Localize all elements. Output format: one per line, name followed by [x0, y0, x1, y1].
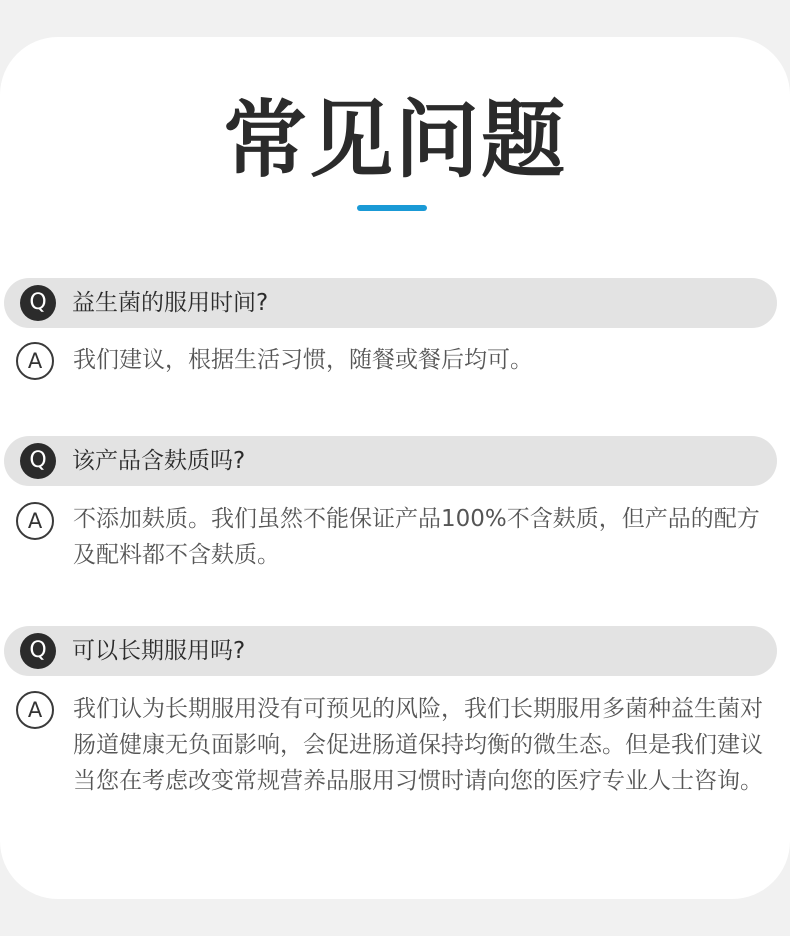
- faq-answer: 我们建议，根据生活习惯，随餐或餐后均可。: [73, 347, 533, 373]
- faq-question-bar: [4, 626, 777, 676]
- faq-question: 该产品含麸质吗?: [72, 448, 246, 474]
- question-icon: Q: [20, 443, 56, 479]
- answer-icon: A: [16, 691, 54, 729]
- faq-question-bar: [4, 436, 777, 486]
- faq-question: 可以长期服用吗?: [72, 638, 246, 664]
- page-title: 常见问题: [222, 91, 567, 189]
- question-icon: Q: [20, 633, 56, 669]
- answer-icon: A: [16, 342, 54, 380]
- answer-icon: A: [16, 502, 54, 540]
- faq-question: 益生菌的服用时间?: [72, 290, 269, 316]
- title-underline: [357, 205, 427, 211]
- faq-answer: 不添加麸质。我们虽然不能保证产品100%不含麸质，但产品的配方及配料都不含麸质。: [73, 506, 760, 568]
- question-icon: Q: [20, 285, 56, 321]
- faq-question-bar: [4, 278, 777, 328]
- faq-answer: 我们认为长期服用没有可预见的风险，我们长期服用多菌种益生菌对肠道健康无负面影响，会促进肠道保持均衡的微生态。但是我们建议当您在考虑改变常规营养品服用习惯时请向您的医疗专业人士咨询。: [73, 696, 763, 794]
